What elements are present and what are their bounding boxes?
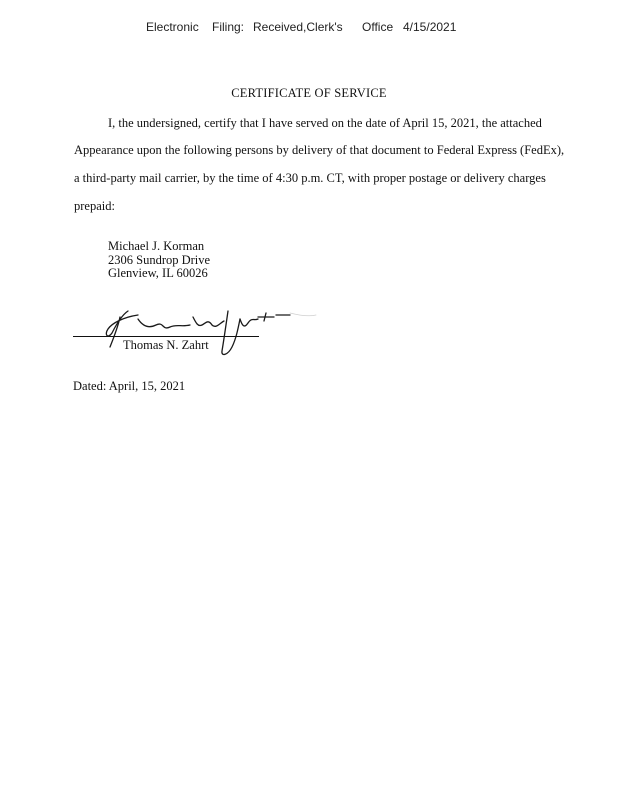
header-electronic: Electronic — [146, 20, 199, 34]
body-line-1: I, the undersigned, certify that I have served on the date of April 15, 2021, the attached — [108, 116, 542, 130]
header-received: Received,Clerk's — [253, 20, 343, 34]
body-line-2: Appearance upon the following persons by delivery of that document to Federal Express (FedEx), — [74, 143, 565, 157]
header-filing: Filing: — [212, 20, 245, 34]
signature-line — [73, 336, 259, 337]
service-address — [108, 240, 210, 281]
recipient-name: Michael J. Korman — [108, 239, 205, 253]
dated-line: Dated: April, 15, 2021 — [73, 379, 186, 393]
header-date: 4/15/2021 — [403, 20, 457, 34]
body-line-4: prepaid: — [74, 199, 115, 213]
handwritten-signature — [98, 303, 318, 363]
recipient-city: Glenview, IL 60026 — [108, 266, 208, 280]
recipient-street: 2306 Sundrop Drive — [108, 252, 211, 267]
body-line-3: a third-party mail carrier, by the time of 4:30 p.m. CT, with proper postage or delivery charges — [74, 171, 546, 185]
header-office: Office — [362, 20, 394, 34]
signer-name: Thomas N. Zahrt — [123, 338, 209, 352]
document-title: CERTIFICATE OF SERVICE — [231, 86, 387, 100]
